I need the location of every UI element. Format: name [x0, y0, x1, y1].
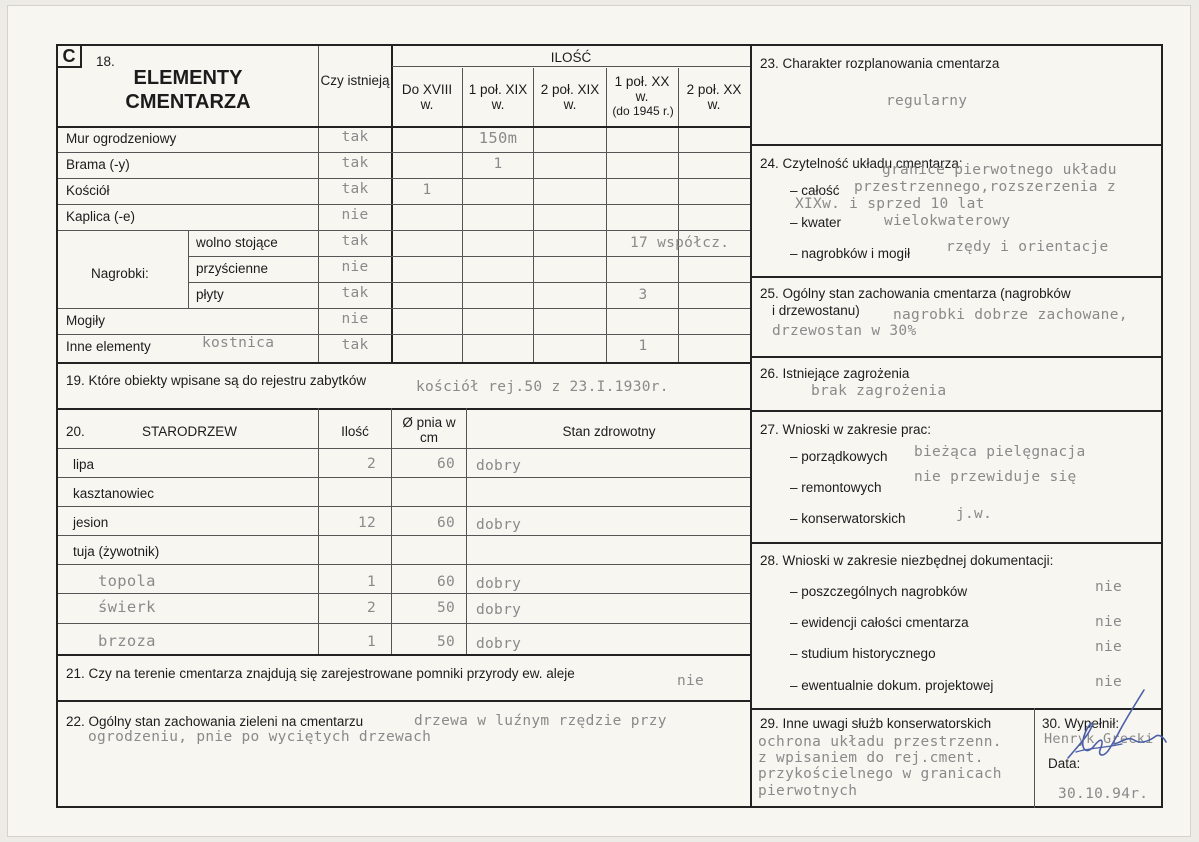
element-extra-value: kostnica: [202, 335, 275, 351]
quantity-value: 17 współcz.: [630, 235, 730, 251]
grid-line: [533, 68, 534, 362]
tree-count: 1: [366, 634, 376, 650]
q21-answer: nie: [677, 673, 705, 689]
q27-item: – remontowych: [790, 480, 882, 495]
exists-value: tak: [341, 155, 369, 171]
tree-name: kasztanowiec: [73, 486, 155, 501]
grid-line: [1034, 708, 1035, 808]
q24-item: – kwater: [790, 215, 842, 230]
tree-count: 1: [366, 574, 376, 590]
grid-line: [58, 535, 750, 536]
section-code-box: C: [58, 46, 82, 68]
cemetery-form: [56, 44, 1163, 808]
section-number: 18.: [96, 54, 115, 69]
q28-item: – ewidencji całości cmentarza: [790, 615, 969, 630]
q28-item: – poszczególnych nagrobków: [790, 584, 968, 599]
tree-count: 2: [366, 456, 376, 472]
period-header: 2 poł. XIX w.: [540, 82, 600, 112]
q28-answer: nie: [1095, 579, 1123, 595]
q30-date: 30.10.94r.: [1058, 786, 1149, 802]
q29-line: przykościelnego w granicach: [758, 766, 1002, 782]
grid-line: [750, 276, 1163, 278]
q27-label: 27. Wnioski w zakresie prac:: [760, 422, 932, 437]
grid-line: [58, 334, 750, 335]
q28-label: 28. Wnioski w zakresie niezbędnej dokumentacji:: [760, 553, 1054, 568]
trees-diam-header: Ø pnia w cm: [402, 415, 456, 445]
q25-answer: nagrobki dobrze zachowane,: [893, 307, 1128, 323]
q29-line: pierwotnych: [758, 783, 858, 799]
grid-line: [58, 623, 750, 624]
record-card: [8, 6, 1190, 836]
tree-diameter: 60: [436, 515, 455, 531]
exists-value: tak: [341, 129, 369, 145]
element-label: wolno stojące: [196, 235, 278, 250]
q19-answer: kościół rej.50 z 23.I.1930r.: [416, 379, 669, 395]
trees-number: 20.: [66, 424, 85, 439]
element-label: Inne elementy: [66, 339, 151, 354]
tree-health: dobry: [476, 517, 522, 533]
q27-item: – konserwatorskich: [790, 511, 906, 526]
q26-answer: brak zagrożenia: [811, 383, 947, 399]
grid-line: [678, 68, 679, 362]
tree-health: dobry: [476, 576, 522, 592]
tree-health: dobry: [476, 458, 522, 474]
q22-answer: drzewa w luźnym rzędzie przy: [414, 713, 667, 729]
grid-line: [58, 204, 750, 205]
element-label: płyty: [196, 287, 224, 302]
graves-label: Nagrobki:: [91, 266, 149, 281]
grid-line: [58, 506, 750, 507]
q24-label: 24. Czytelność układu cmentarza:: [760, 156, 963, 171]
q30-label: 30. Wypełnił:: [1042, 716, 1120, 731]
element-label: przyścienne: [196, 261, 269, 276]
q30-date-label: Data:: [1048, 756, 1081, 771]
grid-line: [188, 282, 750, 283]
grid-line: [58, 126, 750, 128]
grid-line: [58, 448, 750, 449]
trees-health-header: Stan zdrowotny: [562, 424, 656, 439]
q24-answer: rzędy i orientacje: [946, 239, 1109, 255]
tree-count: 12: [357, 515, 376, 531]
period-header: Do XVIII w.: [401, 82, 453, 112]
grid-line: [750, 356, 1163, 358]
grid-line: [58, 230, 750, 231]
element-label: Kościół: [66, 183, 110, 198]
tree-health: dobry: [476, 602, 522, 618]
signature-image: [1048, 686, 1170, 778]
quantity-value: 3: [638, 287, 648, 303]
grid-line: [606, 68, 607, 362]
grid-line: [318, 408, 319, 654]
q27-answer: nie przewiduje się: [914, 469, 1077, 485]
q27-answer: bieżąca pielęgnacja: [914, 444, 1086, 460]
period-header: 1 poł. XIX w.: [468, 82, 528, 112]
period-header: 1 poł. XX w.: [614, 74, 670, 104]
quantity-value: 1: [422, 182, 432, 198]
q28-answer: nie: [1095, 639, 1123, 655]
element-label: Brama (-y): [66, 157, 130, 172]
tree-name: tuja (żywotnik): [73, 544, 160, 559]
q27-item: – porządkowych: [790, 449, 888, 464]
q22-answer: ogrodzeniu, pnie po wyciętych drzewach: [88, 729, 432, 745]
grid-line: [58, 477, 750, 478]
exists-value: nie: [341, 259, 369, 275]
tree-name: brzoza: [98, 632, 156, 650]
grid-line: [462, 68, 463, 362]
trees-count-header: Ilość: [341, 424, 369, 439]
grid-line: [391, 408, 392, 654]
exists-value: tak: [341, 285, 369, 301]
exists-value: nie: [341, 311, 369, 327]
grid-line: [466, 408, 467, 654]
tree-diameter: 60: [436, 456, 455, 472]
grid-line: [58, 408, 750, 410]
tree-diameter: 50: [436, 634, 455, 650]
tree-diameter: 60: [436, 574, 455, 590]
tree-count: 2: [366, 600, 376, 616]
tree-name: lipa: [73, 457, 95, 472]
period-header: 2 poł. XX w.: [686, 82, 742, 112]
q30-name: Henryk Grecki: [1044, 731, 1154, 747]
column-divider: [750, 46, 752, 808]
q27-answer: j.w.: [956, 506, 993, 522]
grid-line: [750, 144, 1163, 146]
grid-line: [58, 152, 750, 153]
q24-item: – nagrobków i mogił: [790, 246, 911, 261]
grid-line: [58, 593, 750, 594]
grid-line: [58, 700, 750, 702]
grid-line: [58, 308, 750, 309]
grid-line: [58, 178, 750, 179]
element-label: Mur ogrodzeniowy: [66, 131, 177, 146]
q28-item: – ewentualnie dokum. projektowej: [790, 678, 994, 693]
q22-label: 22. Ogólny stan zachowania zieleni na cmentarzu: [66, 714, 364, 729]
exists-value: tak: [341, 181, 369, 197]
grid-line: [392, 66, 750, 67]
q24-answer: granice pierwotnego układu: [882, 162, 1117, 178]
q21-label: 21. Czy na terenie cmentarza znajdują się zarejestrowane pomniki przyrody ew. aleje: [66, 666, 575, 681]
exists-value: nie: [341, 207, 369, 223]
exists-value: tak: [341, 233, 369, 249]
element-label: Kaplica (-e): [66, 209, 136, 224]
grid-line: [58, 654, 750, 656]
exists-value: tak: [341, 337, 369, 353]
grid-line: [58, 564, 750, 565]
tree-diameter: 50: [436, 600, 455, 616]
q19-label: 19. Które obiekty wpisane są do rejestru zabytków: [66, 373, 367, 388]
col-exists-header: Czy istnieją: [320, 73, 390, 88]
quantity-header: ILOŚĆ: [550, 50, 592, 65]
tree-health: dobry: [476, 636, 522, 652]
quantity-value: 1: [638, 338, 648, 354]
tree-name: topola: [98, 572, 156, 590]
q28-answer: nie: [1095, 674, 1123, 690]
grid-line: [750, 542, 1163, 544]
tree-name: jesion: [73, 515, 109, 530]
section-title: ELEMENTY CMENTARZA: [125, 67, 251, 113]
period-header-note: (do 1945 r.): [612, 104, 674, 118]
q28-answer: nie: [1095, 614, 1123, 630]
grid-line: [188, 256, 750, 257]
q24-answer: wielokwaterowy: [884, 213, 1011, 229]
q25-answer: drzewostan w 30%: [772, 323, 917, 339]
q29-label: 29. Inne uwagi służb konserwatorskich: [760, 716, 992, 731]
grid-line: [750, 410, 1163, 412]
q23-label: 23. Charakter rozplanowania cmentarza: [760, 56, 1000, 71]
q24-answer: przestrzennego,rozszerzenia z: [854, 179, 1116, 195]
quantity-value: 1: [493, 156, 503, 172]
q29-line: z wpisaniem do rej.cment.: [758, 750, 984, 766]
trees-title: STARODRZEW: [142, 424, 237, 439]
q25-label: 25. Ogólny stan zachowania cmentarza (nagrobków: [760, 286, 1071, 301]
q24-item: – całość: [790, 183, 840, 198]
q26-label: 26. Istniejące zagrożenia: [760, 366, 910, 381]
tree-name: świerk: [98, 598, 156, 616]
element-label: Mogiły: [66, 313, 106, 328]
q24-answer: XIXw. i sprzed 10 lat: [795, 196, 985, 212]
q29-line: ochrona układu przestrzenn.: [758, 734, 1002, 750]
q23-answer: regularny: [886, 93, 968, 109]
q28-item: – studium historycznego: [790, 646, 936, 661]
grid-line: [188, 230, 189, 308]
grid-line: [58, 362, 750, 364]
q25-label: i drzewostanu): [772, 303, 860, 318]
quantity-value: 150m: [478, 129, 518, 147]
